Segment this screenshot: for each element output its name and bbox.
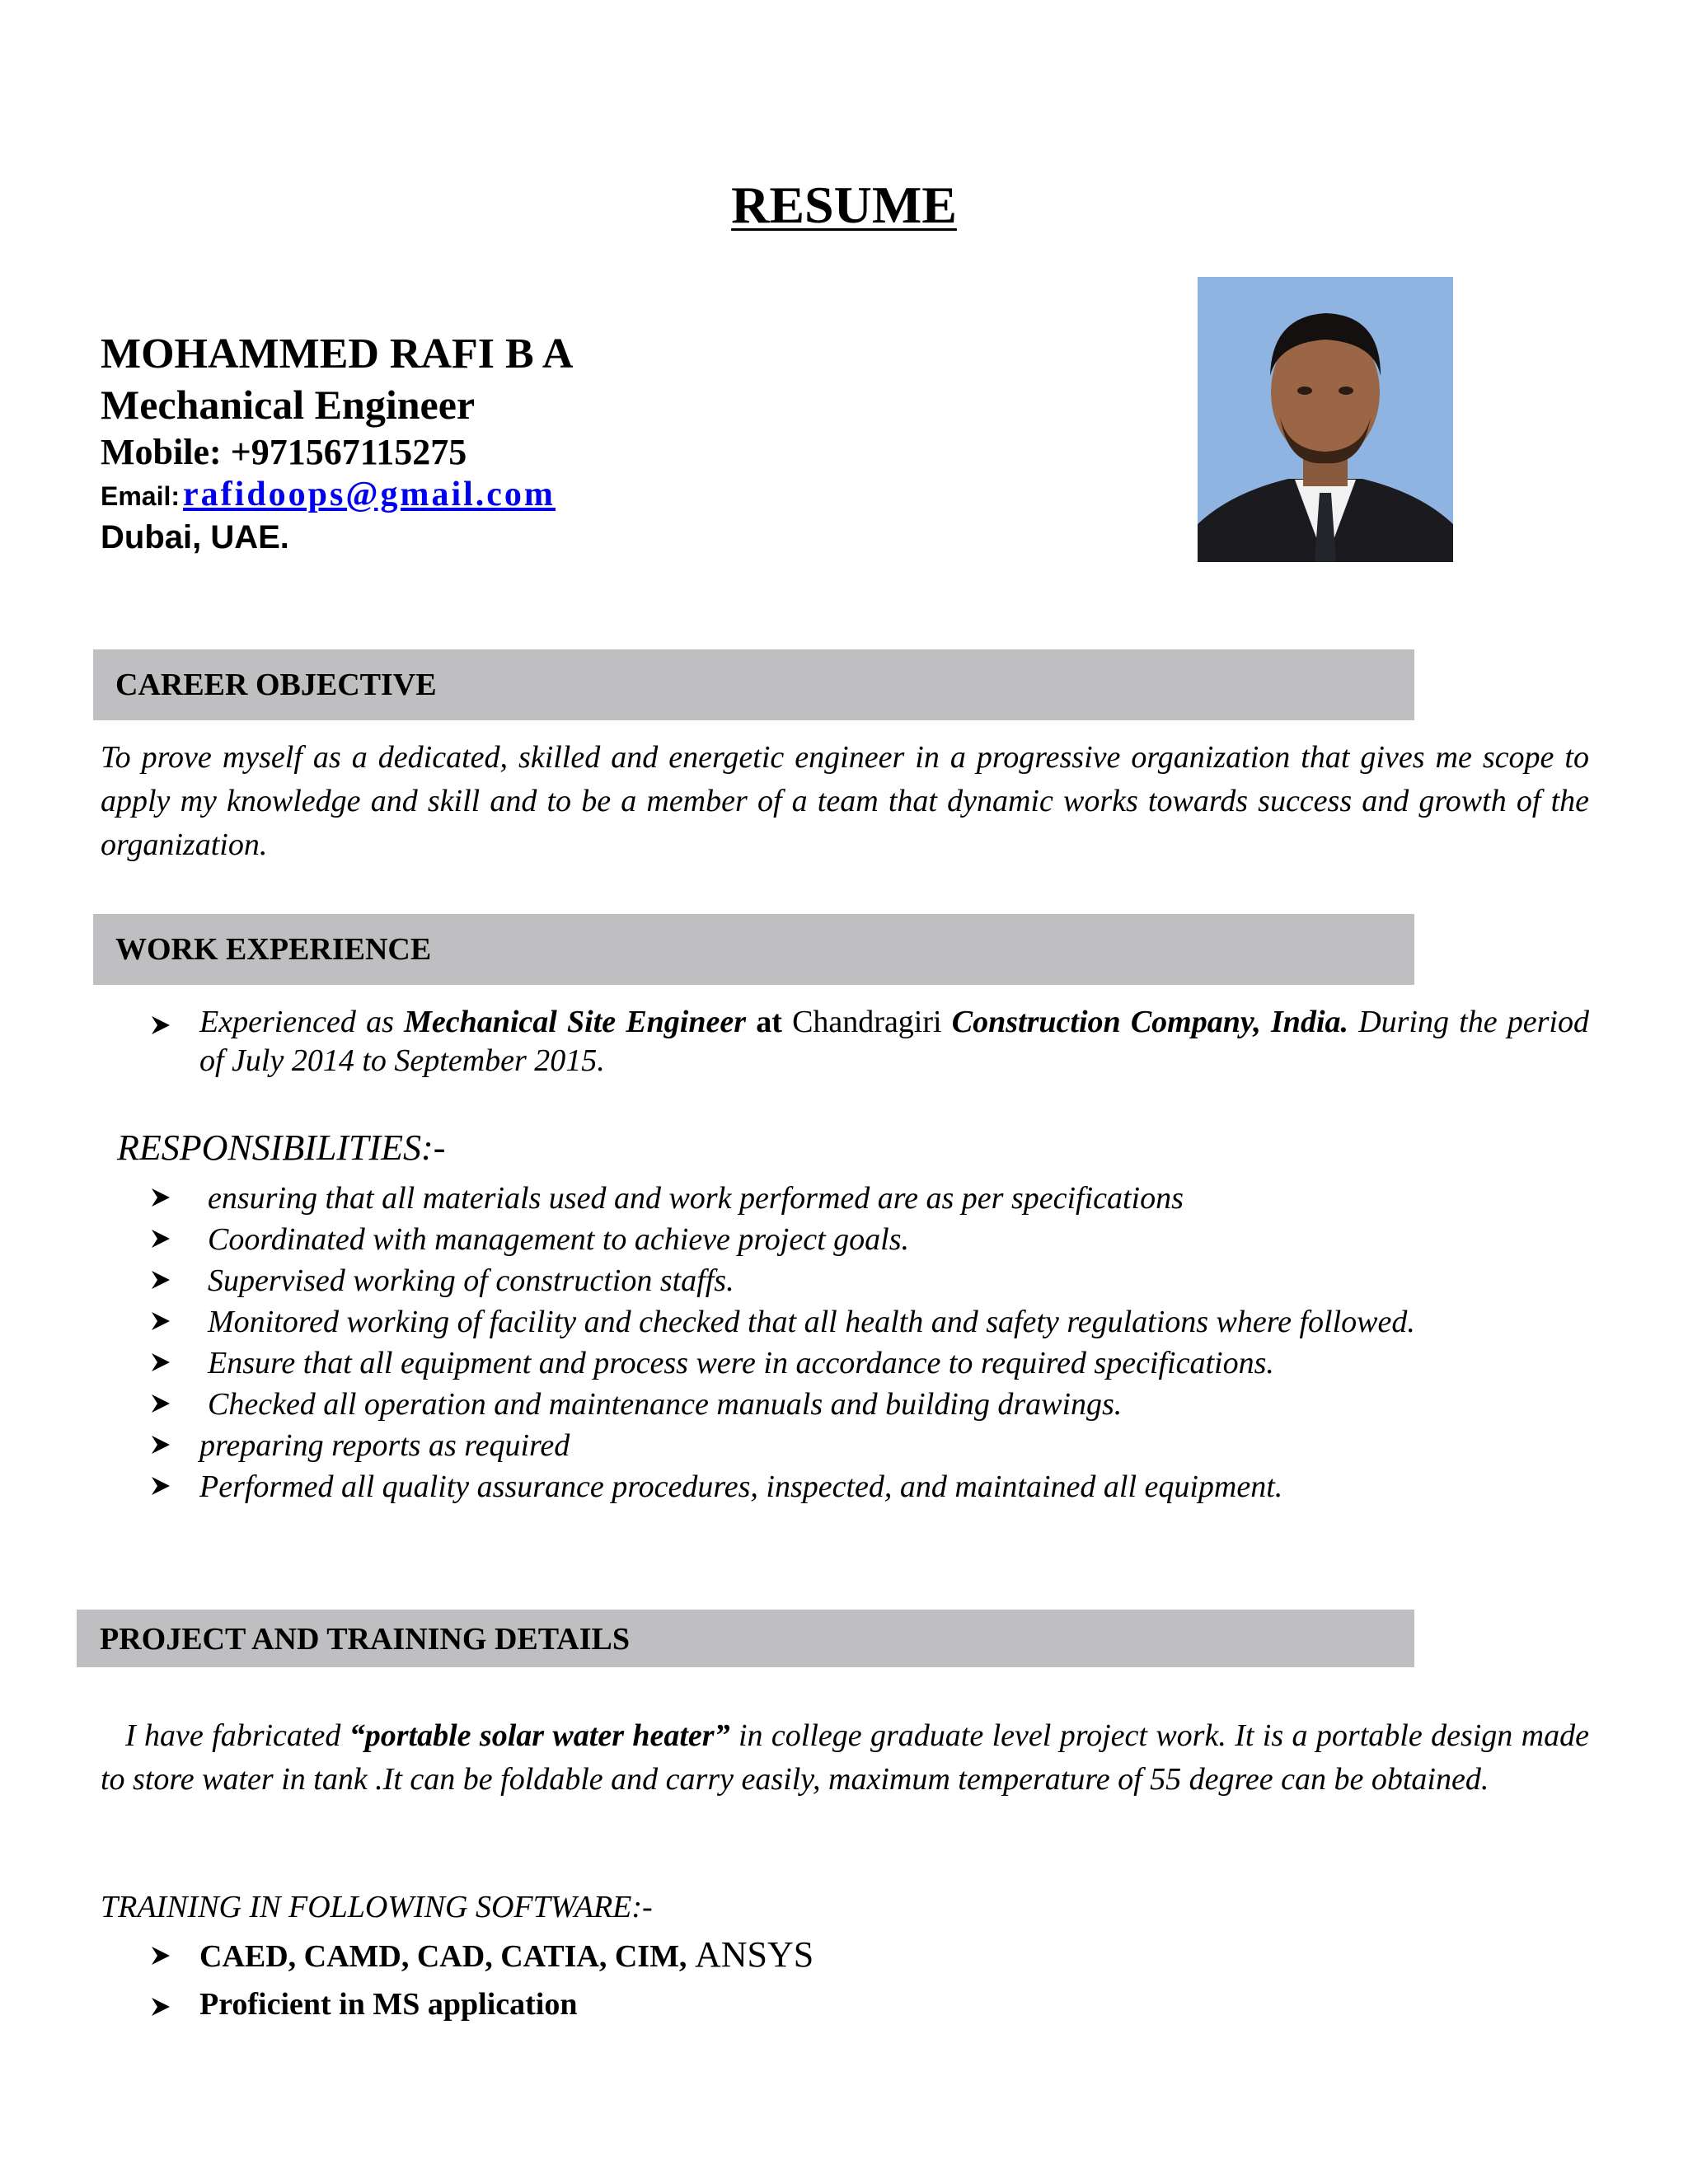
arrow-bullet-icon (150, 1187, 171, 1208)
section-header-career-objective (93, 649, 1414, 720)
email-label: Email: (101, 481, 181, 511)
person-portrait-icon (1198, 277, 1453, 562)
email-row (101, 475, 556, 514)
career-objective-text: To prove myself as a dedicated, skilled and energetic engineer in a progressive organization that gives me scope to apply my knowledge and skill and to be a member of a team that dynamic works towards success and growth of the organization. (101, 740, 1589, 862)
software-list: CAED, CAMD, CAD, CATIA, CIM, ANSYS (199, 1934, 814, 1975)
arrow-bullet-icon (150, 1352, 171, 1373)
section-heading: CAREER OBJECTIVE (115, 668, 437, 702)
arrow-bullet-icon (150, 1269, 171, 1291)
section-header-project-training (77, 1610, 1414, 1667)
arrow-bullet-icon (150, 1015, 171, 1036)
ms-skill: Proficient in MS application (199, 1987, 578, 2022)
arrow-bullet-icon (150, 1228, 171, 1249)
location: Dubai, UAE. (101, 519, 289, 555)
arrow-bullet-icon (150, 1310, 171, 1332)
project-description: I have fabricated “portable solar water heater” in college graduate level project work. It is a portable design made to store water in tank .It can be foldable and carry easily, maximum temperature of 55 degree can be obtained. (101, 1718, 1589, 1797)
document-title: RESUME (731, 176, 957, 234)
work-experience-text: Experienced as Mechanical Site Engineer at Chandragiri Construction Company, India. During the period of July 2014 to September 2015. (199, 1005, 1589, 1078)
section-header-work-experience (93, 914, 1414, 985)
responsibilities-heading: RESPONSIBILITIES:- (117, 1127, 446, 1168)
arrow-bullet-icon (150, 1434, 171, 1455)
section-heading: WORK EXPERIENCE (115, 932, 432, 967)
job-title: Mechanical Engineer (101, 382, 476, 428)
section-heading: PROJECT AND TRAINING DETAILS (100, 1622, 630, 1657)
arrow-bullet-icon (150, 1475, 171, 1497)
arrow-bullet-icon (150, 1996, 171, 2018)
arrow-bullet-icon (150, 1393, 171, 1414)
training-heading: TRAINING IN FOLLOWING SOFTWARE:- (101, 1890, 653, 1924)
email-link[interactable]: rafidoops@gmail.com (183, 476, 556, 513)
mobile-number: Mobile: +971567115275 (101, 432, 467, 472)
arrow-bullet-icon (150, 1945, 171, 1966)
candidate-name: MOHAMMED RAFI B A (101, 330, 574, 377)
profile-photo (1198, 277, 1453, 562)
